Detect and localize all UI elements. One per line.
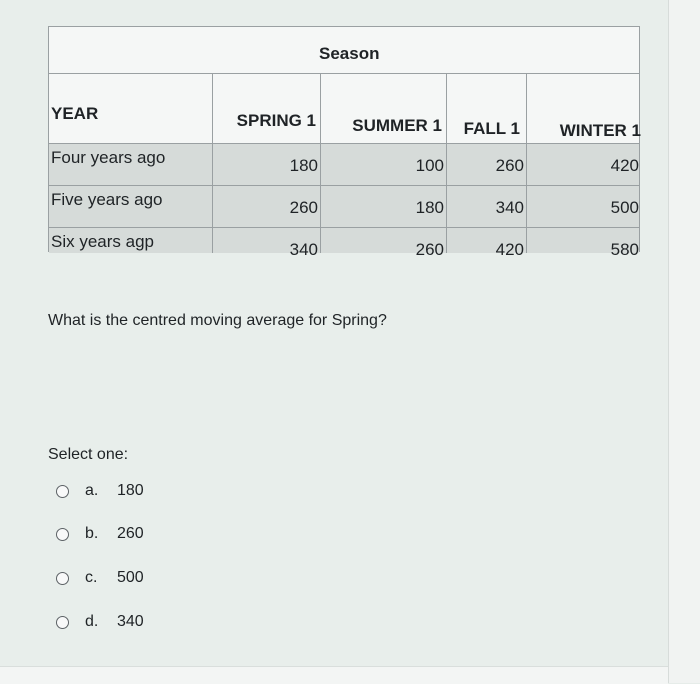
radio-button[interactable] — [56, 572, 69, 585]
season-data-table — [48, 26, 641, 259]
cell-value: 260 — [415, 240, 444, 259]
season-label: Season — [319, 44, 380, 63]
right-margin-panel — [668, 0, 700, 683]
header-fall: FALL 1 — [463, 119, 520, 138]
cell-value: 580 — [610, 240, 639, 259]
cell-value: 340 — [495, 198, 524, 217]
header-year: YEAR — [51, 104, 99, 123]
summer-cell — [321, 186, 447, 227]
option-value: 180 — [117, 482, 144, 499]
winter-cell — [527, 144, 641, 185]
option-letter: c. — [85, 569, 98, 586]
radio-button[interactable] — [56, 616, 69, 629]
table-row — [49, 228, 639, 259]
column-header-row — [49, 74, 639, 144]
option-b[interactable] — [56, 522, 144, 546]
season-header-row — [49, 27, 639, 74]
option-c[interactable] — [56, 566, 144, 590]
header-cell-fall — [447, 74, 527, 143]
year-cell — [49, 144, 213, 185]
table-row — [49, 186, 639, 228]
header-cell-summer — [321, 74, 447, 143]
cell-value: 180 — [415, 198, 444, 217]
radio-button[interactable] — [56, 485, 69, 498]
cell-value: 420 — [495, 240, 524, 259]
cell-value: 500 — [610, 198, 639, 217]
winter-cell — [527, 186, 641, 227]
year-label: Four years ago — [51, 148, 166, 167]
year-cell — [49, 228, 213, 253]
option-letter: a. — [85, 482, 99, 499]
year-label: Five years ago — [51, 190, 163, 209]
spring-cell — [213, 144, 321, 185]
bottom-margin-panel — [0, 666, 668, 684]
option-d[interactable] — [56, 610, 144, 634]
option-letter: d. — [85, 613, 99, 630]
header-spring: SPRING 1 — [236, 111, 316, 130]
spring-cell — [213, 228, 321, 259]
cell-value: 180 — [289, 156, 318, 175]
table-row — [49, 144, 639, 186]
cell-value: 420 — [610, 156, 639, 175]
year-label: Six years agp — [51, 232, 154, 251]
radio-button[interactable] — [56, 528, 69, 541]
option-value: 340 — [117, 613, 144, 630]
option-value: 500 — [117, 569, 144, 586]
header-cell-year — [49, 74, 213, 143]
cell-value: 260 — [495, 156, 524, 175]
summer-cell — [321, 144, 447, 185]
option-a[interactable] — [56, 479, 144, 503]
winter-cell — [527, 228, 641, 259]
header-cell-winter — [527, 74, 641, 143]
question-text: What is the centred moving average for Spring? — [48, 312, 387, 329]
header-summer: SUMMER 1 — [352, 116, 442, 135]
fall-cell — [447, 144, 527, 185]
summer-cell — [321, 228, 447, 259]
header-cell-spring — [213, 74, 321, 143]
fall-cell — [447, 186, 527, 227]
spring-cell — [213, 186, 321, 227]
cell-value: 260 — [289, 198, 318, 217]
year-cell — [49, 186, 213, 227]
option-letter: b. — [85, 525, 99, 542]
cell-value: 100 — [415, 156, 444, 175]
header-winter: WINTER 1 — [559, 121, 641, 140]
fall-cell — [447, 228, 527, 259]
select-one-label: Select one: — [48, 446, 129, 463]
option-value: 260 — [117, 525, 144, 542]
cell-value: 340 — [289, 240, 318, 259]
